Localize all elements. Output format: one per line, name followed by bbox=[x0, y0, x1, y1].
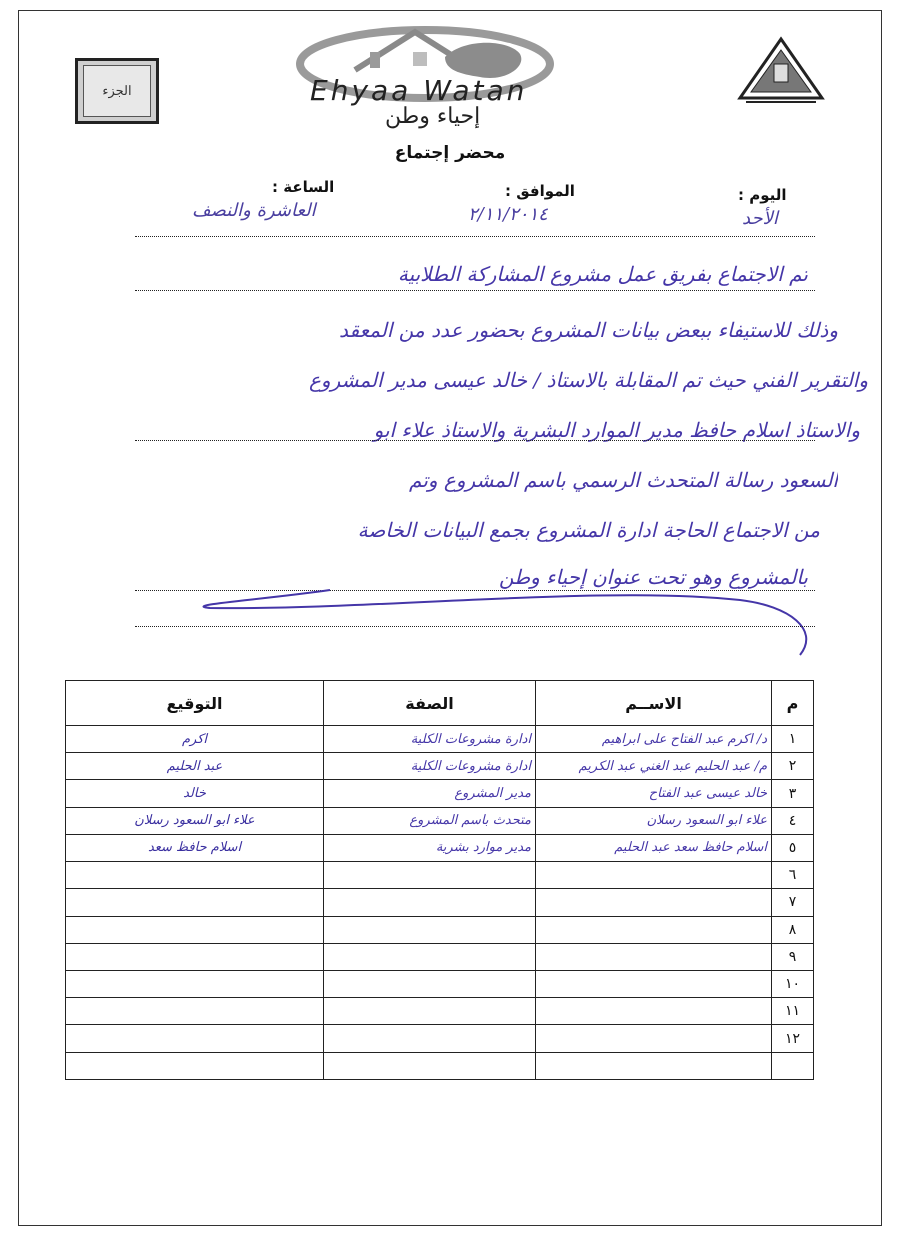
row-role bbox=[324, 1052, 536, 1079]
row-role: مدير موارد بشرية bbox=[324, 834, 536, 861]
row-num: ٢ bbox=[772, 753, 814, 780]
day-value: الأحد bbox=[742, 208, 778, 229]
closing-pen-stroke bbox=[180, 560, 840, 670]
row-num: ١ bbox=[772, 726, 814, 753]
row-signature bbox=[66, 998, 324, 1025]
row-signature: عبد الحليم bbox=[66, 753, 324, 780]
row-num: ١٢ bbox=[772, 1025, 814, 1052]
table-row bbox=[66, 726, 814, 753]
row-role bbox=[324, 1025, 536, 1052]
row-name bbox=[536, 916, 772, 943]
attendance-table bbox=[65, 680, 814, 1080]
row-signature bbox=[66, 862, 324, 889]
fields-dotted-line bbox=[135, 236, 815, 237]
row-role: متحدث باسم المشروع bbox=[324, 807, 536, 834]
col-name-header: الاســم bbox=[536, 681, 772, 726]
row-role bbox=[324, 943, 536, 970]
row-name bbox=[536, 970, 772, 997]
minutes-line-7: بالمشروع وهو تحت عنوان إحياء وطن bbox=[498, 565, 808, 589]
table-row bbox=[66, 943, 814, 970]
row-num: ٤ bbox=[772, 807, 814, 834]
row-signature bbox=[66, 970, 324, 997]
table-row bbox=[66, 753, 814, 780]
row-name bbox=[536, 1052, 772, 1079]
row-signature bbox=[66, 916, 324, 943]
row-signature: خالد bbox=[66, 780, 324, 807]
col-signature-header: التوقيع bbox=[66, 681, 324, 726]
row-num: ١١ bbox=[772, 998, 814, 1025]
row-num: ٥ bbox=[772, 834, 814, 861]
brand-arabic: إحياء وطن bbox=[385, 104, 481, 129]
row-num bbox=[772, 1052, 814, 1079]
brand-latin: Ehyaa Watan bbox=[310, 74, 528, 107]
row-name bbox=[536, 1025, 772, 1052]
table-row bbox=[66, 1025, 814, 1052]
minutes-line-6: من الاجتماع الحاجة ادارة المشروع بجمع البيانات الخاصة bbox=[357, 518, 820, 542]
time-label: الساعة : bbox=[272, 178, 335, 196]
row-num: ٩ bbox=[772, 943, 814, 970]
row-name: اسلام حافظ سعد عبد الحليم bbox=[536, 834, 772, 861]
row-signature bbox=[66, 889, 324, 916]
table-row bbox=[66, 916, 814, 943]
row-num: ٨ bbox=[772, 916, 814, 943]
row-num: ٦ bbox=[772, 862, 814, 889]
row-num: ١٠ bbox=[772, 970, 814, 997]
row-signature bbox=[66, 1052, 324, 1079]
table-row bbox=[66, 862, 814, 889]
left-logo bbox=[75, 58, 159, 124]
table-row bbox=[66, 998, 814, 1025]
minutes-line-2: وذلك للاستيفاء ببعض بيانات المشروع بحضور عدد من المعقد bbox=[338, 318, 838, 342]
row-role bbox=[324, 862, 536, 889]
table-row bbox=[66, 780, 814, 807]
minutes-rule-1 bbox=[135, 290, 815, 291]
day-label: اليوم : bbox=[738, 186, 787, 204]
row-name bbox=[536, 889, 772, 916]
row-signature: اسلام حافظ سعد bbox=[66, 834, 324, 861]
row-name: خالد عيسى عبد الفتاح bbox=[536, 780, 772, 807]
left-logo-text: الجزء bbox=[83, 65, 151, 117]
row-num: ٧ bbox=[772, 889, 814, 916]
row-name: د/ اكرم عبد الفتاح على ابراهيم bbox=[536, 726, 772, 753]
minutes-line-4: والاستاذ اسلام حافظ مدير الموارد البشرية والاستاذ علاء ابو bbox=[373, 418, 860, 442]
minutes-rule-4 bbox=[135, 440, 815, 441]
row-signature bbox=[66, 1025, 324, 1052]
table-row bbox=[66, 834, 814, 861]
date-label: الموافق : bbox=[505, 182, 575, 200]
row-signature: اكرم bbox=[66, 726, 324, 753]
row-num: ٣ bbox=[772, 780, 814, 807]
row-role: ادارة مشروعات الكلية bbox=[324, 753, 536, 780]
row-role: مدير المشروع bbox=[324, 780, 536, 807]
row-role: ادارة مشروعات الكلية bbox=[324, 726, 536, 753]
university-logo bbox=[736, 36, 826, 106]
row-name: م/ عبد الحليم عبد الغني عبد الكريم bbox=[536, 753, 772, 780]
minutes-line-5: السعود رسالة المتحدث الرسمي باسم المشروع وتم bbox=[409, 468, 838, 492]
minutes-line-1: تم الاجتماع بفريق عمل مشروع المشاركة الطلابية bbox=[397, 262, 808, 286]
row-role bbox=[324, 916, 536, 943]
document-title: محضر إجتماع bbox=[394, 143, 506, 163]
minutes-rule-8 bbox=[135, 626, 815, 627]
minutes-line-3: والتقرير الفني حيث تم المقابلة بالاستاذ / خالد عيسى مدير المشروع bbox=[308, 368, 868, 392]
col-role-header: الصفة bbox=[324, 681, 536, 726]
table-row bbox=[66, 807, 814, 834]
time-value: العاشرة والنصف bbox=[192, 200, 316, 221]
row-name bbox=[536, 998, 772, 1025]
table-row bbox=[66, 1052, 814, 1079]
row-signature: علاء ابو السعود رسلان bbox=[66, 807, 324, 834]
row-name: علاء ابو السعود رسلان bbox=[536, 807, 772, 834]
date-value: ٢/١١/٢٠١٤ bbox=[468, 204, 548, 225]
table-header-row bbox=[66, 681, 814, 726]
table-row bbox=[66, 889, 814, 916]
row-role bbox=[324, 970, 536, 997]
table-row bbox=[66, 970, 814, 997]
row-name bbox=[536, 943, 772, 970]
row-role bbox=[324, 889, 536, 916]
row-signature bbox=[66, 943, 324, 970]
row-name bbox=[536, 862, 772, 889]
row-role bbox=[324, 998, 536, 1025]
col-num-header: م bbox=[772, 681, 814, 726]
